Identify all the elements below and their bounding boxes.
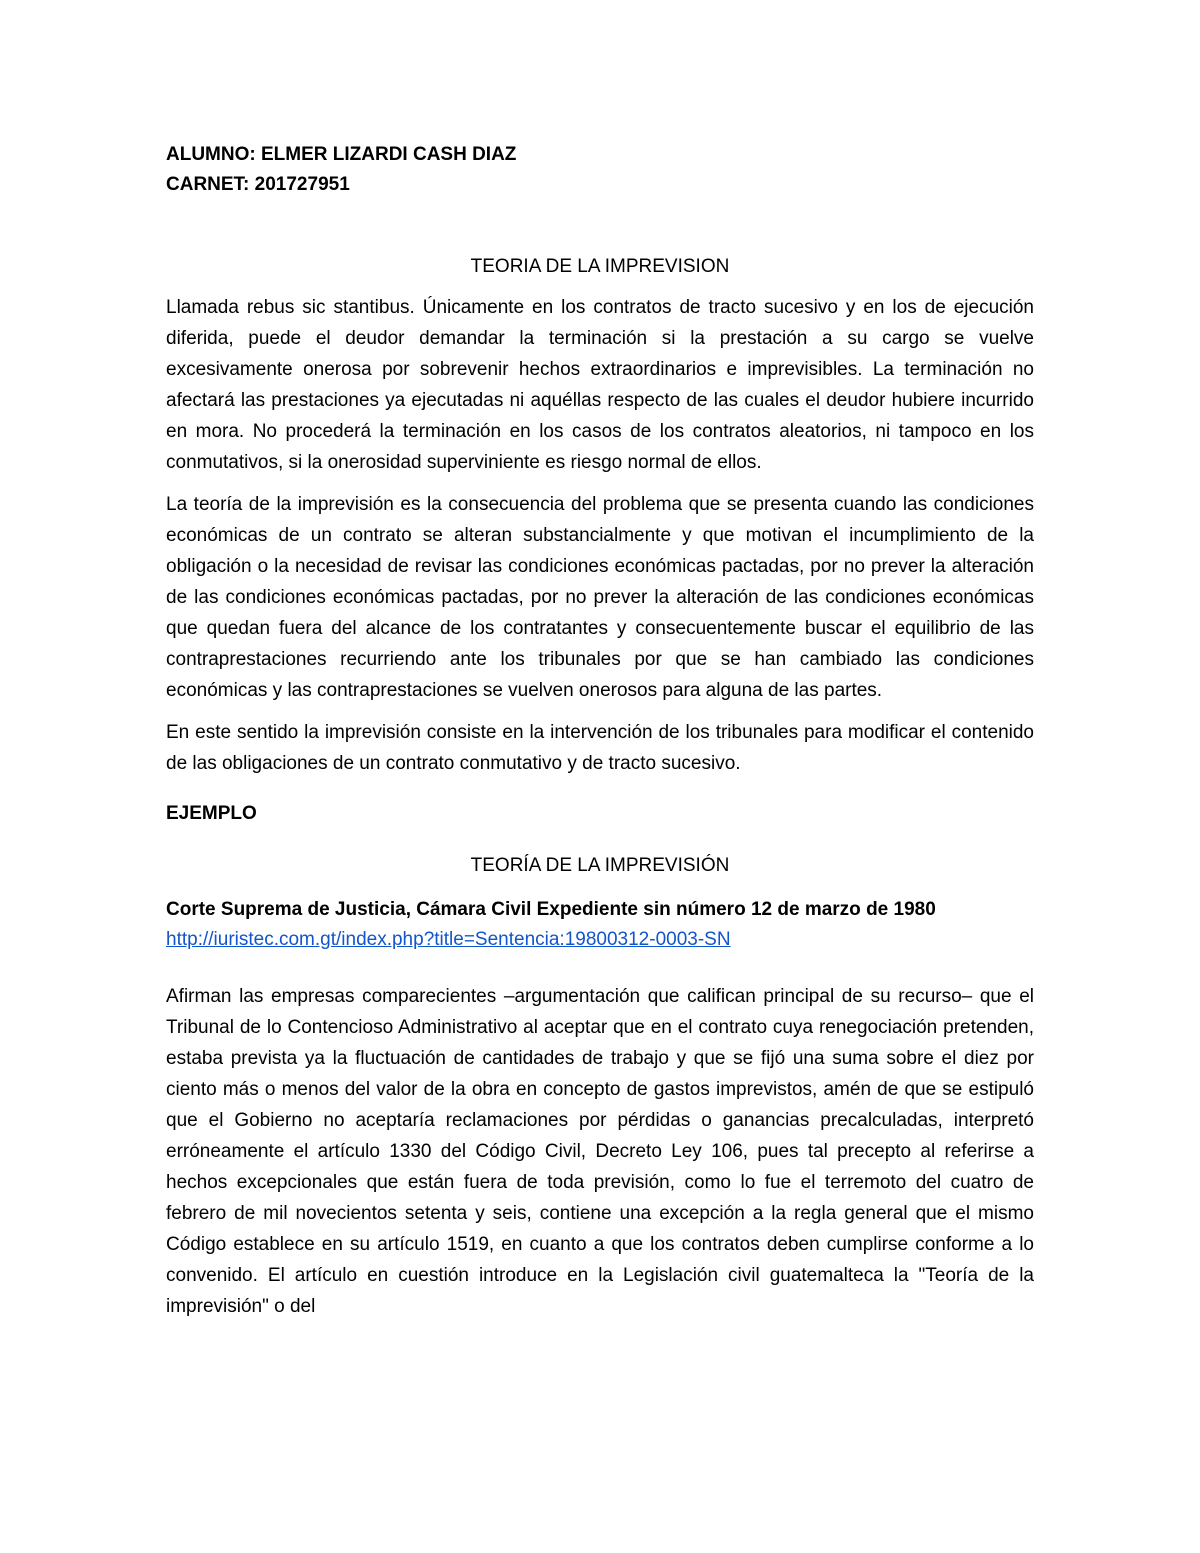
- document-title: TEORIA DE LA IMPREVISION: [470, 256, 730, 277]
- example-title: TEORÍA DE LA IMPREVISIÓN: [470, 855, 730, 876]
- paragraph-case: Afirman las empresas comparecientes –argumentación que califican principal de su recurso– que el Tribunal de lo Contencioso Administrativo al aceptar que en el contrato cuya renegociación pretenden, estaba prevista ya la fluctuación de cantidades de trabajo y que se fijó una suma sobre el diez por ciento más o menos del valor de la obra en concepto de gastos imprevistos, amén de que se estipuló que el Gobierno no aceptaría reclamaciones por pérdidas o ganancias precalculadas, interpretó erróneamente el artículo 1330 del Código Civil, Decreto Ley 106, pues tal precepto al referirse a hechos excepcionales que están fuera de toda previsión, como lo fue el terremoto del cuatro de febrero de mil novecientos setenta y seis, contiene una excepción a la regla general que el mismo Código establece en su artículo 1519, en cuanto a que los contratos deben cumplirse conforme a lo convenido. El artículo en cuestión introduce en la Legislación civil guatemalteca la "Teoría de la imprevisión" o del: [166, 986, 1034, 1317]
- case-citation: Corte Suprema de Justicia, Cámara Civil Expediente sin número 12 de marzo de 1980: [166, 899, 936, 920]
- paragraph-definition: Llamada rebus sic stantibus. Únicamente en los contratos de tracto sucesivo y en los de ejecución diferida, puede el deudor demandar la terminación si la prestación a su cargo se vuelve excesivamente onerosa por sobrevenir hechos extraordinarios e imprevisibles. La terminación no afectará las prestaciones ya ejecutadas ni aquéllas respecto de las cuales el deudor hubiere incurrido en mora. No procederá la terminación en los casos de los contratos aleatorios, ni tampoco en los conmutativos, si la onerosidad superviniente es riesgo normal de ellos.: [166, 297, 1034, 473]
- case-link[interactable]: http://iuristec.com.gt/index.php?title=Sentencia:19800312-0003-SN: [166, 929, 731, 950]
- paragraph-conclusion: En este sentido la imprevisión consiste en la intervención de los tribunales para modificar el contenido de las obligaciones de un contrato conmutativo y de tracto sucesivo.: [166, 722, 1034, 774]
- paragraph-explanation: La teoría de la imprevisión es la consecuencia del problema que se presenta cuando las condiciones económicas de un contrato se alteran substancialmente y que motivan el incumplimiento de la obligación o la necesidad de revisar las condiciones económicas pactadas, por no prever la alteración de las condiciones económicas pactadas, por no prever la alteración de las condiciones económicas que quedan fuera del alcance de los contratantes y consecuentemente buscar el equilibrio de las contraprestaciones recurriendo ante los tribunales por que se han cambiado las condiciones económicas y las contraprestaciones se vuelven onerosos para alguna de las partes.: [166, 494, 1034, 701]
- student-carnet: CARNET: 201727951: [166, 174, 350, 195]
- document-page: [166, 140, 1034, 1322]
- student-name: ALUMNO: ELMER LIZARDI CASH DIAZ: [166, 144, 517, 165]
- example-label: EJEMPLO: [166, 803, 257, 824]
